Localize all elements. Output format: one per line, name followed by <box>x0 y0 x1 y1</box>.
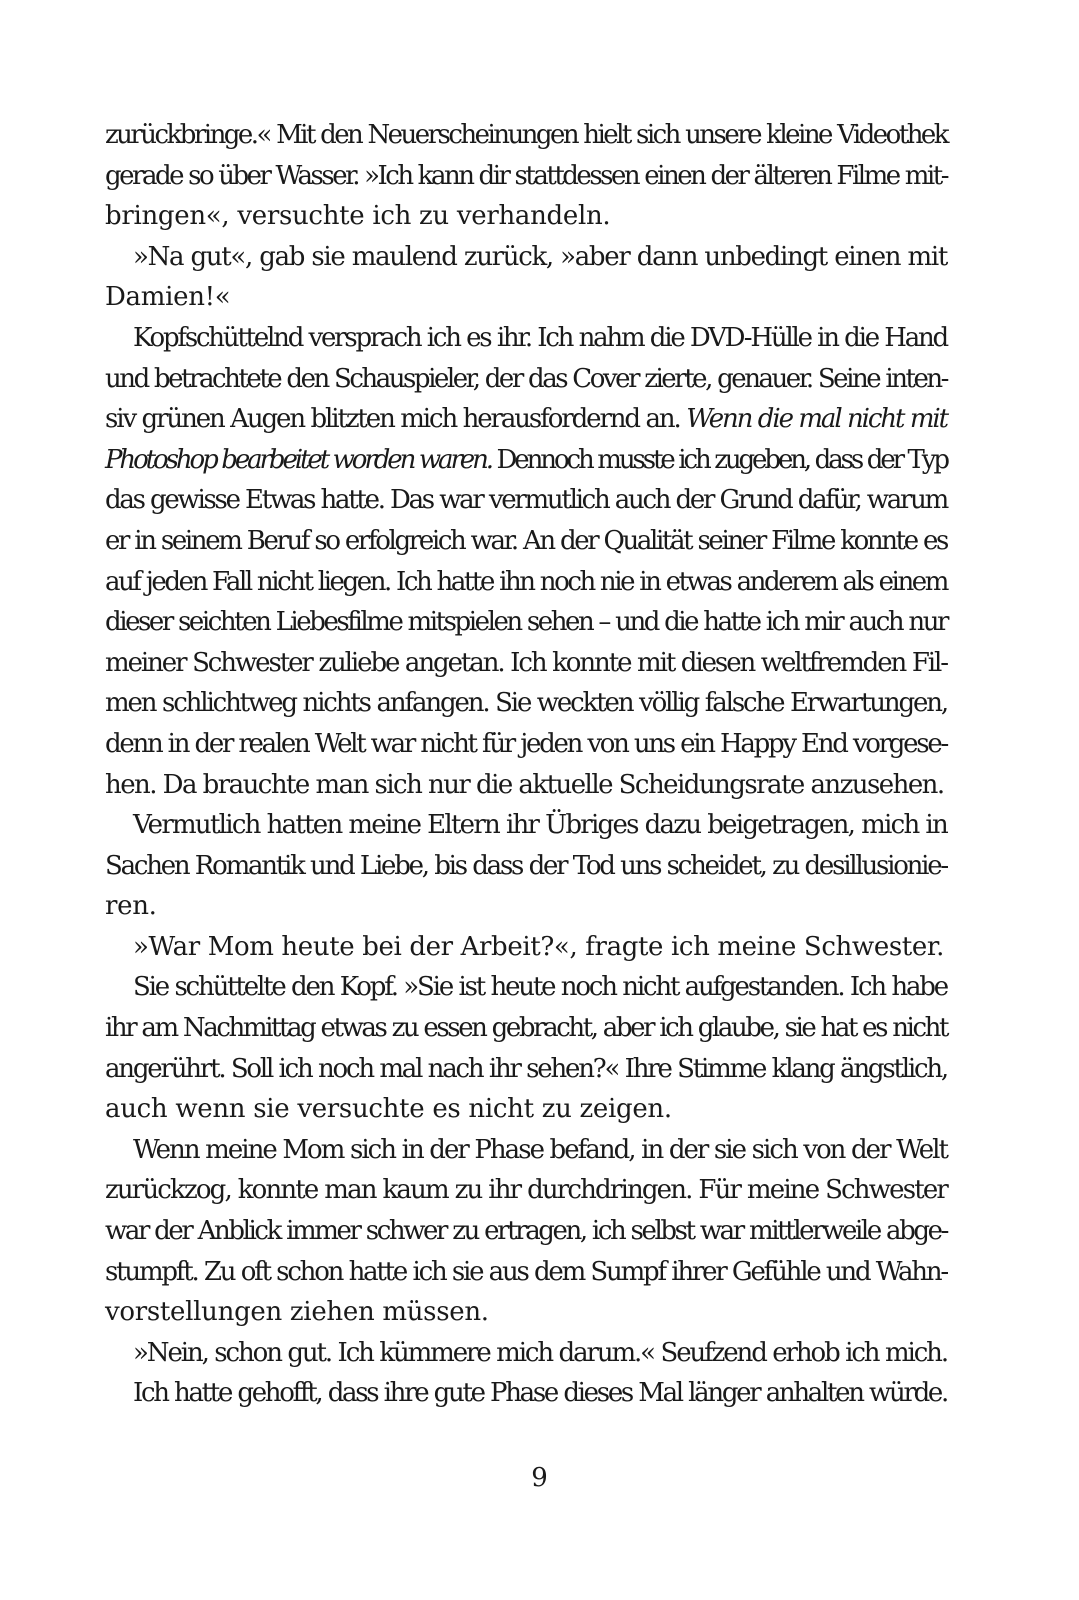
text-line: meiner Schwester zuliebe angetan. Ich konnte mit diesen weltfremden Fil- <box>105 647 947 678</box>
text-line: ihr am Nachmittag etwas zu essen gebracht, aber ich glaube, sie hat es nicht <box>105 1013 947 1044</box>
text-line: Sie schüttelte den Kopf. »Sie ist heute noch nicht aufgestanden. Ich habe <box>133 972 947 1003</box>
text-line: bringen«, versuchte ich zu verhandeln. <box>105 201 611 232</box>
text-line: Vermutlich hatten meine Eltern ihr Übriges dazu beigetragen, mich in <box>133 810 947 841</box>
text-line: »War Mom heute bei der Arbeit?«, fragte ich meine Schwester. <box>133 931 944 962</box>
text-line: »Nein, schon gut. Ich kümmere mich darum.« Seufzend erhob ich mich. <box>133 1337 947 1368</box>
text-line: ren. <box>105 891 157 922</box>
page-number: 9 <box>531 1463 548 1493</box>
text-line: denn in der realen Welt war nicht für jeden von uns ein Happy End vorgese- <box>105 728 947 759</box>
text-line: auch wenn sie versuchte es nicht zu zeigen. <box>105 1094 672 1125</box>
text-segment: siv grünen Augen blitzten mich herausfordernd an. <box>105 404 680 435</box>
text-line: war der Anblick immer schwer zu ertragen, ich selbst war mittlerweile abge- <box>105 1216 947 1247</box>
text-line: dieser seichten Liebesfilme mitspielen sehen – und die hatte ich mir auch nur <box>105 607 947 638</box>
text-line: auf jeden Fall nicht liegen. Ich hatte ihn noch nie in etwas anderem als einem <box>105 566 947 597</box>
text-line <box>105 440 947 481</box>
text-line: Wenn meine Mom sich in der Phase befand, in der sie sich von der Welt <box>133 1134 947 1165</box>
text-line: angerührt. Soll ich noch mal nach ihr sehen?« Ihre Stimme klang ängstlich, <box>105 1053 947 1084</box>
text-line: das gewisse Etwas hatte. Das war vermutlich auch der Grund dafür, warum <box>105 485 947 516</box>
text-line: Kopfschüttelnd versprach ich es ihr. Ich nahm die DVD-Hülle in die Hand <box>133 322 947 353</box>
text-line: er in seinem Beruf so erfolgreich war. An der Qualität seiner Filme konnte es <box>105 525 947 556</box>
text-line: Sachen Romantik und Liebe, bis dass der Tod uns scheidet, zu desillusionie- <box>105 850 947 881</box>
text-line: gerade so über Wasser. »Ich kann dir stattdessen einen der älteren Filme mit- <box>105 160 947 191</box>
text-line <box>105 399 947 440</box>
text-line: Ich hatte gehofft, dass ihre gute Phase dieses Mal länger anhalten würde. <box>133 1378 947 1409</box>
italic-segment: Photoshop bearbeitet worden waren. <box>105 444 491 475</box>
text-line: stumpft. Zu oft schon hatte ich sie aus dem Sumpf ihrer Gefühle und Wahn- <box>105 1256 947 1287</box>
italic-segment: Wenn die mal nicht mit <box>686 404 947 435</box>
text-segment: Dennoch musste ich zugeben, dass der Typ <box>496 444 947 475</box>
text-line: vorstellungen ziehen müssen. <box>105 1297 489 1328</box>
text-line: zurückbringe.« Mit den Neuerscheinungen hielt sich unsere kleine Videothek <box>105 120 947 150</box>
text-line: hen. Da brauchte man sich nur die aktuelle Scheidungsrate anzusehen. <box>105 769 944 800</box>
text-line: Damien!« <box>105 282 231 313</box>
text-line: »Na gut«, gab sie maulend zurück, »aber dann unbedingt einen mit <box>133 241 947 272</box>
text-line: men schlichtweg nichts anfangen. Sie weckten völlig falsche Erwartungen, <box>105 688 947 719</box>
body-text <box>105 115 947 1414</box>
text-line: und betrachtete den Schauspieler, der das Cover zierte, genauer. Seine inten- <box>105 363 947 394</box>
text-line: zurückzog, konnte man kaum zu ihr durchdringen. Für meine Schwester <box>105 1175 947 1206</box>
